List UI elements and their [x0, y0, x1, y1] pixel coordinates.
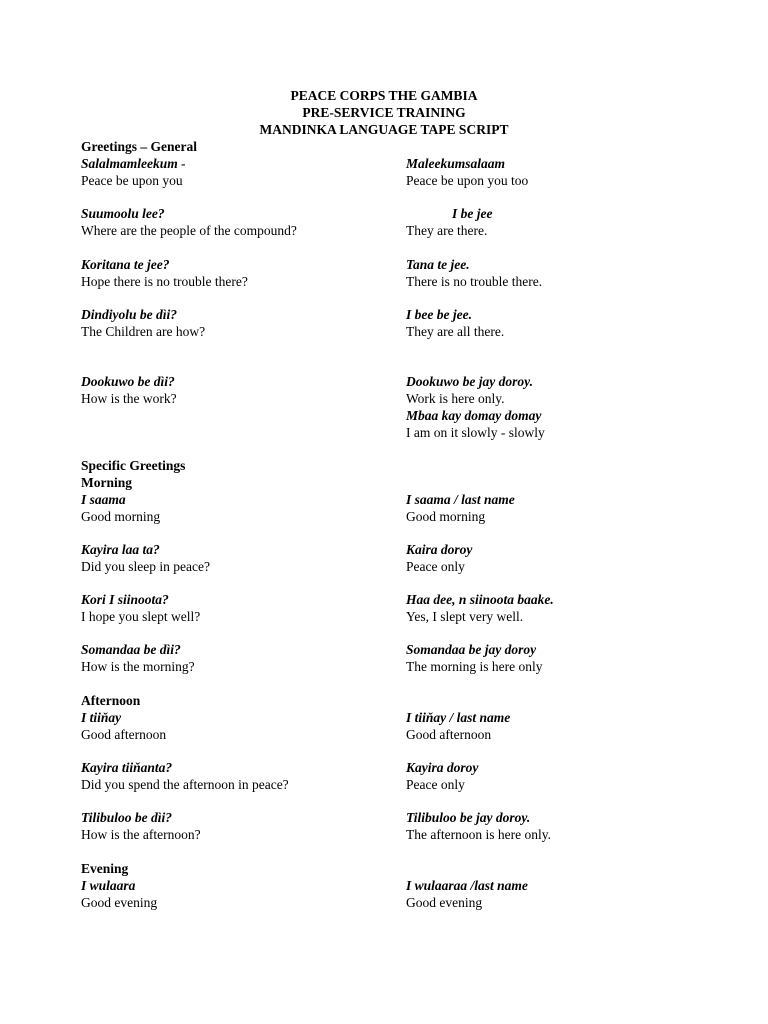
subheading-evening: Evening	[81, 861, 129, 876]
response-mandinka: Kayira doroy	[406, 760, 479, 775]
phrase-mandinka: Kayira tiiňanta?	[81, 760, 173, 775]
phrase-english: Good afternoon	[81, 727, 167, 742]
response-mandinka: Kaira doroy	[406, 542, 473, 557]
phrase-mandinka: I saama	[81, 492, 126, 507]
doc-title-line-2: PRE-SERVICE TRAINING	[302, 105, 466, 120]
response-mandinka: Maleekumsalaam	[406, 156, 506, 171]
phrase-english: How is the afternoon?	[81, 827, 201, 842]
phrase-english: Good evening	[81, 895, 158, 910]
phrase-mandinka: Tilibuloo be dìi?	[81, 810, 172, 825]
response-english: Good evening	[406, 895, 483, 910]
subheading-afternoon: Afternoon	[81, 693, 141, 708]
response-english: The afternoon is here only.	[406, 827, 551, 842]
response-english: I am on it slowly - slowly	[406, 425, 545, 440]
doc-title-line-1: PEACE CORPS THE GAMBIA	[290, 88, 478, 103]
response-english: Yes, I slept very well.	[406, 609, 524, 624]
section-heading-specific: Specific Greetings	[81, 458, 186, 473]
response-mandinka: I tiiňay / last name	[406, 710, 511, 725]
phrase-mandinka: Dookuwo be dìi?	[81, 374, 175, 389]
phrase-english: I hope you slept well?	[81, 609, 201, 624]
response-mandinka: I wulaaraa /last name	[406, 878, 528, 893]
response-mandinka: Mbaa kay domay domay	[406, 408, 542, 423]
phrase-english: How is the work?	[81, 391, 177, 406]
phrase-english: Hope there is no trouble there?	[81, 274, 248, 289]
response-mandinka: Somandaa be jay doroy	[406, 642, 537, 657]
response-english: Good morning	[406, 509, 486, 524]
response-english: There is no trouble there.	[406, 274, 543, 289]
response-mandinka: Tilibuloo be jay doroy.	[406, 810, 531, 825]
phrase-mandinka: Salalmamleekum -	[81, 156, 186, 171]
response-mandinka: I be jee	[452, 206, 493, 221]
phrase-mandinka: Koritana te jee?	[81, 257, 170, 272]
phrase-english: Good morning	[81, 509, 161, 524]
section-heading-general: Greetings – General	[81, 139, 197, 154]
response-english: Work is here only.	[406, 391, 505, 406]
response-english: The morning is here only	[406, 659, 543, 674]
response-english: They are there.	[406, 223, 488, 238]
response-mandinka: Tana te jee.	[406, 257, 470, 272]
phrase-mandinka: Somandaa be dìi?	[81, 642, 181, 657]
response-english: Good afternoon	[406, 727, 492, 742]
phrase-english: Did you spend the afternoon in peace?	[81, 777, 289, 792]
response-english: They are all there.	[406, 324, 505, 339]
phrase-mandinka: Dindiyolu be dìi?	[81, 307, 178, 322]
phrase-english: Peace be upon you	[81, 173, 183, 188]
doc-title-line-3: MANDINKA LANGUAGE TAPE SCRIPT	[259, 122, 509, 137]
response-english: Peace be upon you too	[406, 173, 529, 188]
response-mandinka: Dookuwo be jay doroy.	[406, 374, 533, 389]
phrase-english: How is the morning?	[81, 659, 195, 674]
phrase-english: The Children are how?	[81, 324, 206, 339]
response-mandinka: Haa dee, n siinoota baake.	[406, 592, 554, 607]
response-english: Peace only	[406, 777, 465, 792]
response-mandinka: I saama / last name	[406, 492, 515, 507]
subheading-morning: Morning	[81, 475, 133, 490]
response-english: Peace only	[406, 559, 465, 574]
phrase-mandinka: Kori I siinoota?	[81, 592, 169, 607]
phrase-mandinka: Suumoolu lee?	[81, 206, 165, 221]
phrase-mandinka: I tiiňay	[81, 710, 122, 725]
response-mandinka: I bee be jee.	[406, 307, 472, 322]
phrase-english: Did you sleep in peace?	[81, 559, 210, 574]
phrase-mandinka: Kayira laa ta?	[81, 542, 160, 557]
phrase-mandinka: I wulaara	[81, 878, 136, 893]
phrase-english: Where are the people of the compound?	[81, 223, 297, 238]
